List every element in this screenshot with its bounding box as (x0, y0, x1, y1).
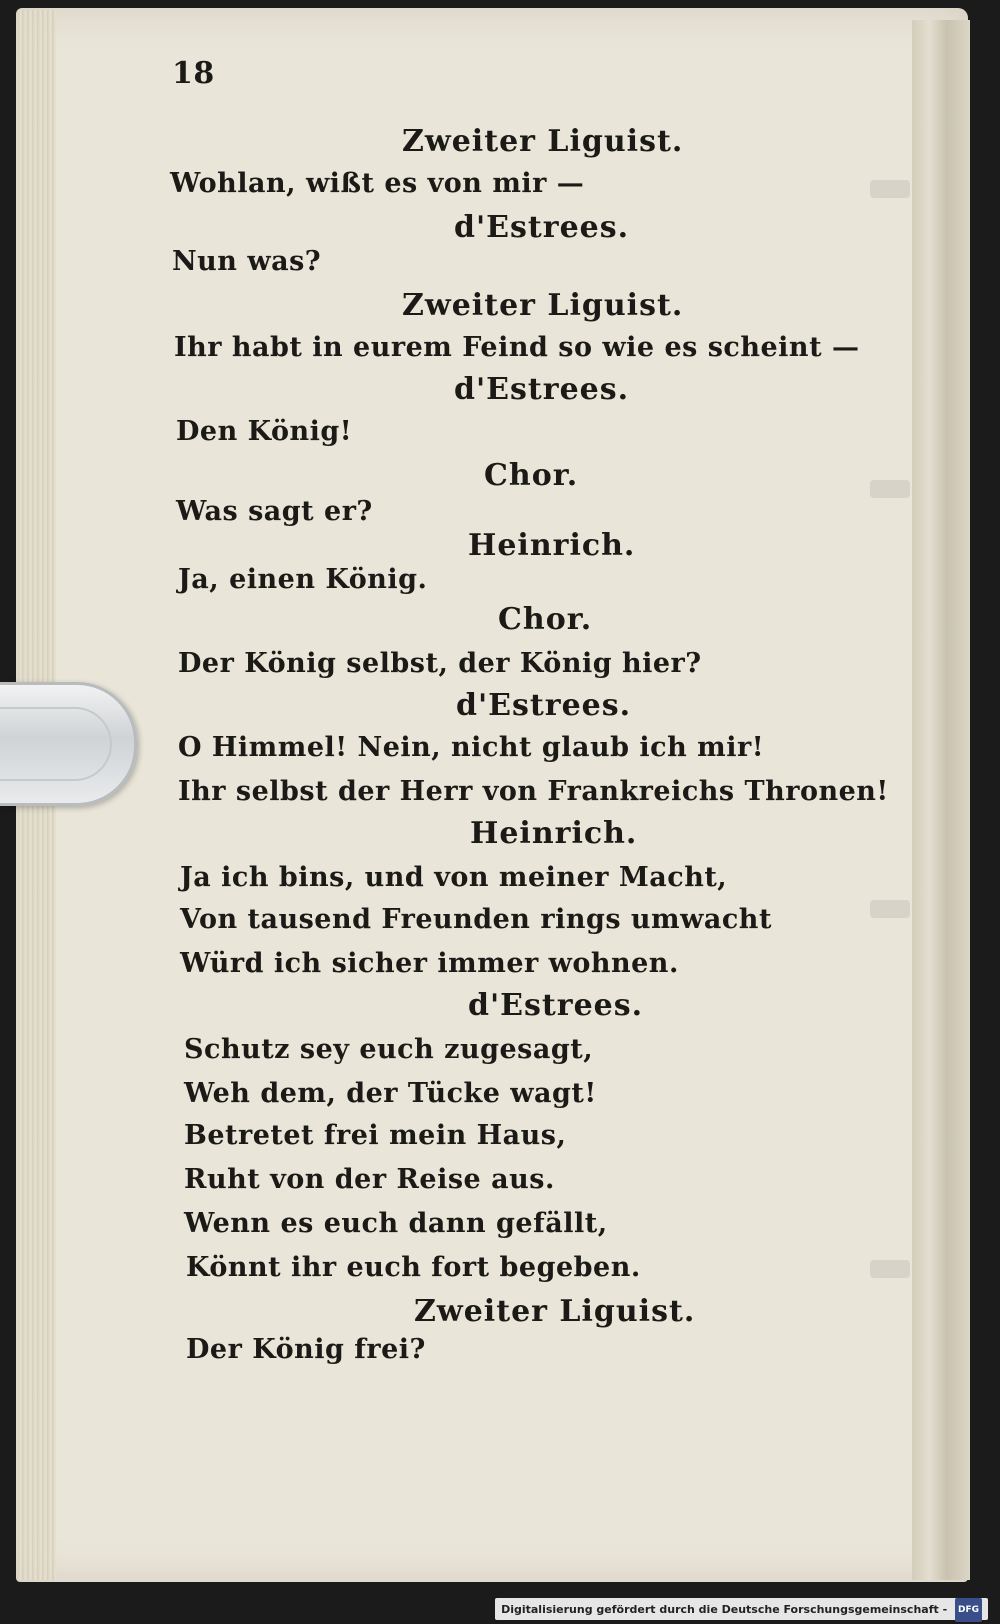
speaker-label: Heinrich. (470, 816, 638, 851)
verse-line: Betretet frei mein Haus, (184, 1120, 567, 1151)
verse-line: Wenn es euch dann gefällt, (184, 1208, 608, 1239)
speaker-label: Heinrich. (468, 528, 636, 563)
verse-line: Ja, einen König. (178, 564, 428, 595)
verse-line: Der König frei? (186, 1334, 426, 1365)
verse-line: Der König selbst, der König hier? (178, 648, 702, 679)
verse-line: Ihr selbst der Herr von Frankreichs Thronen! (178, 776, 889, 807)
speaker-label: d'Estrees. (454, 372, 630, 407)
verse-line: O Himmel! Nein, nicht glaub ich mir! (178, 732, 765, 763)
verse-line: Von tausend Freunden rings umwacht (180, 904, 772, 935)
verse-line: Könnt ihr euch fort begeben. (186, 1252, 641, 1283)
verse-line: Ja ich bins, und von meiner Macht, (180, 862, 728, 893)
verse-line: Den König! (176, 416, 353, 447)
verse-line: Schutz sey euch zugesagt, (184, 1034, 594, 1065)
verse-line: Ihr habt in eurem Feind so wie es scheint — (174, 332, 860, 363)
verse-line: Weh dem, der Tücke wagt! (184, 1078, 597, 1109)
dfg-logo: DFG (955, 1598, 982, 1622)
speaker-label: d'Estrees. (468, 988, 644, 1023)
verse-line: Was sagt er? (176, 496, 373, 527)
speaker-label: Chor. (484, 458, 579, 493)
speaker-label: Zweiter Liguist. (414, 1294, 696, 1329)
verse-line: Ruht von der Reise aus. (184, 1164, 555, 1195)
page-number: 18 (172, 56, 215, 91)
speaker-label: Zweiter Liguist. (402, 288, 684, 323)
verse-line: Würd ich sicher immer wohnen. (180, 948, 679, 979)
speaker-label: d'Estrees. (456, 688, 632, 723)
verse-line: Nun was? (172, 246, 322, 277)
speaker-label: d'Estrees. (454, 210, 630, 245)
credit-text: Digitalisierung gefördert durch die Deutsche Forschungsgemeinschaft - (501, 1603, 948, 1616)
speaker-label: Chor. (498, 602, 593, 637)
speaker-label: Zweiter Liguist. (402, 124, 684, 159)
verse-line: Wohlan, wißt es von mir — (170, 168, 585, 199)
digitization-credit (495, 1598, 988, 1620)
